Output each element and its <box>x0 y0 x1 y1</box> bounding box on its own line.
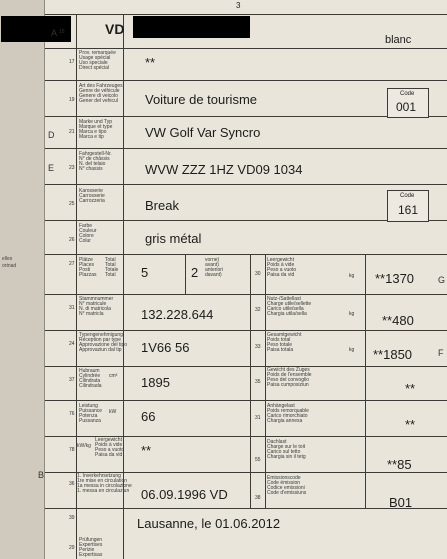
vin-value: WVW ZZZ 1HZ VD09 1034 <box>145 162 303 177</box>
field-17-value: ** <box>145 55 156 70</box>
first-registration-value: 06.09.1996 VD <box>141 487 228 502</box>
row-letter-d: D <box>48 130 55 140</box>
payload-value: **480 <box>382 313 414 328</box>
empty-weight-value: **1370 <box>375 271 415 286</box>
color-value: gris métal <box>145 231 202 246</box>
make-model-value: VW Golf Var Syncro <box>145 125 261 140</box>
roof-load-value: **85 <box>387 457 412 472</box>
field-38-label: Emissionscode Code émission Codice emissioni Code d'emissiuns <box>267 475 307 496</box>
seats-front-value: 2 <box>191 265 199 280</box>
train-weight-value: ** <box>405 381 416 396</box>
field-78-label2: Leergewicht Poids à vide Peso a vuoto Paisa da vid <box>95 437 125 458</box>
matriculation-number-value: 132.228.644 <box>141 307 214 322</box>
total-weight-value: **1850 <box>373 347 413 362</box>
field-35-label: Gewicht des Zuges Poids de l'ensemble Peso del convoglio Paisa cumposiziun <box>267 367 312 388</box>
field-17-label: Prov. remarquée Usage spécial Uso speciale Direct spécial <box>79 50 116 71</box>
field-29-label: Prüfungen Expertises Perizie Expertisas <box>79 537 103 558</box>
field-24-label: Typengenehmigung Réception par type Approvazione del tipo Approvaziun dal tip <box>79 332 128 353</box>
seats-front-label: vorne) avant) anteriori davant) <box>205 257 224 278</box>
field-31-label: Stammnummer N° matricule N. di matricola N° matricla <box>79 296 114 317</box>
body-type-code-box: Code 161 <box>387 190 429 222</box>
power-weight-value: ** <box>141 443 152 458</box>
row-letter-b: B <box>38 470 45 480</box>
field-37-label: Hubraum Cylindrée Cilindrata Cilindrada <box>79 368 102 389</box>
power-value: 66 <box>141 409 156 424</box>
emission-code-value: B01 <box>389 495 413 510</box>
issue-place-date: Lausanne, le 01.06.2012 <box>137 516 281 531</box>
field-19-label: Art des Fahrzeuges Genre de véhicule Genere di veicolo Gener del vehicul <box>79 83 123 104</box>
row-letter-a: A <box>51 28 58 38</box>
field-78-label: kW/kg <box>77 443 91 449</box>
vehicle-type-value: Voiture de tourisme <box>145 92 258 107</box>
field-25-label: Karosserie Carrosserie Carrozzeria <box>79 188 105 204</box>
row-letter-g: G <box>438 275 446 285</box>
margin-text-1: elles <box>2 256 13 262</box>
page-number: 3 <box>236 1 241 10</box>
redaction-plate-number <box>133 16 250 38</box>
field-55-label: Dachlast Charge sur le toit Carico sul tetto Chargia sin il tetg <box>267 439 306 460</box>
vehicle-color-main: blanc <box>385 34 412 46</box>
field-36-label: 1. Inverkehrsetzung 1re mise en circulation 1a messa in circolazione 1. messa en circulaziun <box>77 473 132 494</box>
registration-document-page: 3 A D E B G F 15 VD blanc 17 Prov. remarquée Usage spécial Uso speciale Direct spécial ** 19 Art des Fahrzeuges Genre de véhicule Genere di veicolo Gener del vehicul Voiture de tourisme Code 001 21 Marke und Typ Marque et type Marca e tipo Marca e tip VW Golf Var Syncro 23 Fahrgestell-Nr. N° de châssis N. del telaio N° chassis WVW ZZZ 1HZ VD09 1034 25 Karosserie Carrosserie Carrozzeria Break Code 161 26 Farbe Couleur Colore Colur gris métal 27 Plätze Places Posti Plazzas Total Total Totale Total 5 2 vorne) avant) anteriori davant) 30 Leergewicht Poids à vide Peso a vuoto Paisa da vid kg **1370 31 Stammnummer N° matricule N. di matricola N° matricla 132.228.644 32 Nutz-/Sattellast Charge utile/sellette Carico utile/sella Chargia utila/sella kg **480 24 Typengenehmigung Réception par type Approvazione del tipo Approvaziun dal tip 1V66 56 33 Gesamtgewicht Poids total Peso totale Paisa totala kg **1850 37 Hubraum Cylindrée Cilindrata Cilindrada cm³ 1895 35 Gewicht des Zuges Poids de l'ensemble Peso del convoglio Paisa cumposiziun ** 76 Leistung Puissance Potenza Pussanza kW 66 31 Anhängelast Poids remorquable Carico rimorchiato Chargia annexa ** 78 kW/kg Leergewicht Poids à vide Peso a vuoto Paisa da vid ** 55 Dachlast Charge sur le toit Carico sul tetto Chargia sin il tetg **85 36 1. Inverkehrsetzung 1re mise en circulation 1a messa in circolazione 1. messa en circulaziun 06.09.1996 VD 38 Emissionscode Code émission Codice emissioni Code d'emissiuns B01 39 Lausanne, le 01.06.2012 29 Prüfungen Expertises Perizie Expertisas <box>44 0 447 559</box>
vehicle-type-code-box: Code 001 <box>387 88 429 118</box>
row-letter-e: E <box>48 163 55 173</box>
field-27-sublabel: Total Total Totale Total <box>105 257 119 278</box>
field-33-label: Gesamtgewicht Poids total Peso totale Paisa totala <box>267 332 302 353</box>
field-31b-label: Anhängelast Poids remorquable Carico rimorchiato Chargia annexa <box>267 403 309 424</box>
field-26-label: Farbe Couleur Colore Colur <box>79 223 97 244</box>
towing-weight-value: ** <box>405 417 416 432</box>
vehicle-type-code: 001 <box>396 100 417 114</box>
margin-text-2: ortnad <box>2 263 17 269</box>
field-30-label: Leergewicht Poids à vide Peso a vuoto Paisa da vid <box>267 257 297 278</box>
field-27-label: Plätze Places Posti Plazzas <box>79 257 97 278</box>
field-21-label: Marke und Typ Marque et type Marca e tipo Marca e tip <box>79 119 113 140</box>
displacement-value: 1895 <box>141 375 170 390</box>
row-letter-f: F <box>438 348 444 358</box>
field-76-label: Leistung Puissance Potenza Pussanza <box>79 403 103 424</box>
body-type-value: Break <box>145 198 179 213</box>
field-32-label: Nutz-/Sattellast Charge utile/sellette Carico utile/sella Chargia utila/sella <box>267 296 312 317</box>
seats-total-value: 5 <box>141 265 149 280</box>
body-type-code: 161 <box>398 203 419 217</box>
canton-code: VD <box>105 21 125 37</box>
field-23-label: Fahrgestell-Nr. N° de châssis N. del telaio N° chassis <box>79 151 112 172</box>
type-approval-value: 1V66 56 <box>141 340 190 355</box>
